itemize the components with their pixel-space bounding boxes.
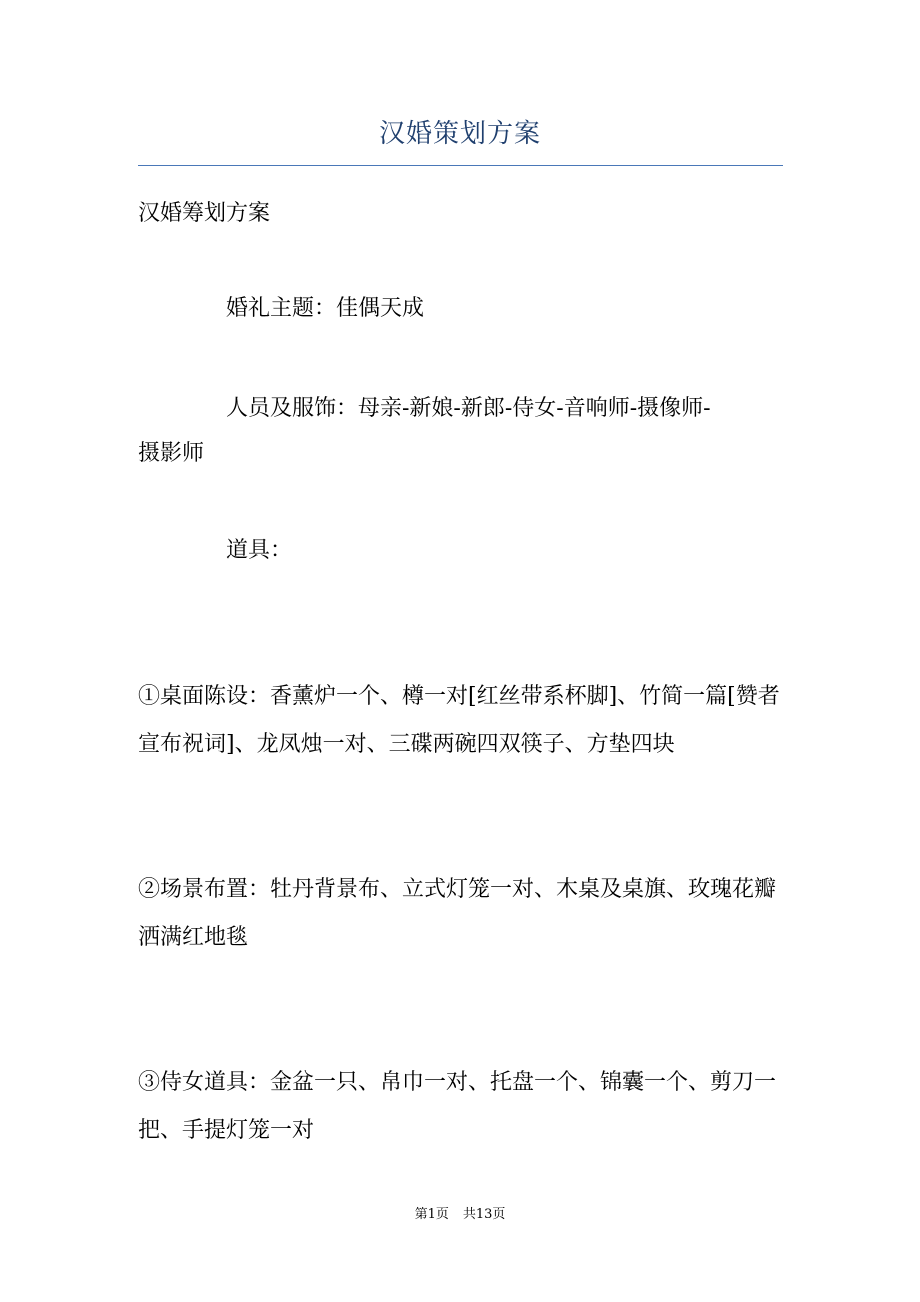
staff-paragraph-line1: 人员及服饰：母亲-新娘-新郎-侍女-音响师-摄像师-	[226, 396, 711, 421]
subtitle-paragraph: 汉婚筹划方案	[138, 201, 271, 226]
theme-paragraph: 婚礼主题：佳偶天成	[226, 296, 425, 321]
page-number-total: 共13页	[462, 1207, 506, 1222]
page-number-current: 第1页	[414, 1207, 449, 1222]
props-item-2-line1: ②场景布置：牡丹背景布、立式灯笼一对、木桌及桌旗、玫瑰花瓣	[138, 877, 777, 902]
page-footer	[0, 1205, 920, 1225]
staff-paragraph-line2: 摄影师	[138, 441, 205, 466]
props-item-1-line1: ①桌面陈设：香薰炉一个、樽一对[红丝带系杯脚]、竹简一篇[赞者	[138, 684, 780, 709]
props-item-2-line2: 洒满红地毯	[138, 925, 249, 950]
props-item-3-line2: 把、手提灯笼一对	[138, 1118, 315, 1143]
document-title: 汉婚策划方案	[378, 119, 541, 149]
props-heading: 道具：	[226, 538, 293, 563]
title-divider	[138, 165, 783, 166]
props-item-3-line1: ③侍女道具：金盆一只、帛巾一对、托盘一个、锦囊一个、剪刀一	[138, 1070, 777, 1095]
props-item-1-line2: 宣布祝词]、龙凤烛一对、三碟两碗四双筷子、方垫四块	[138, 732, 675, 757]
